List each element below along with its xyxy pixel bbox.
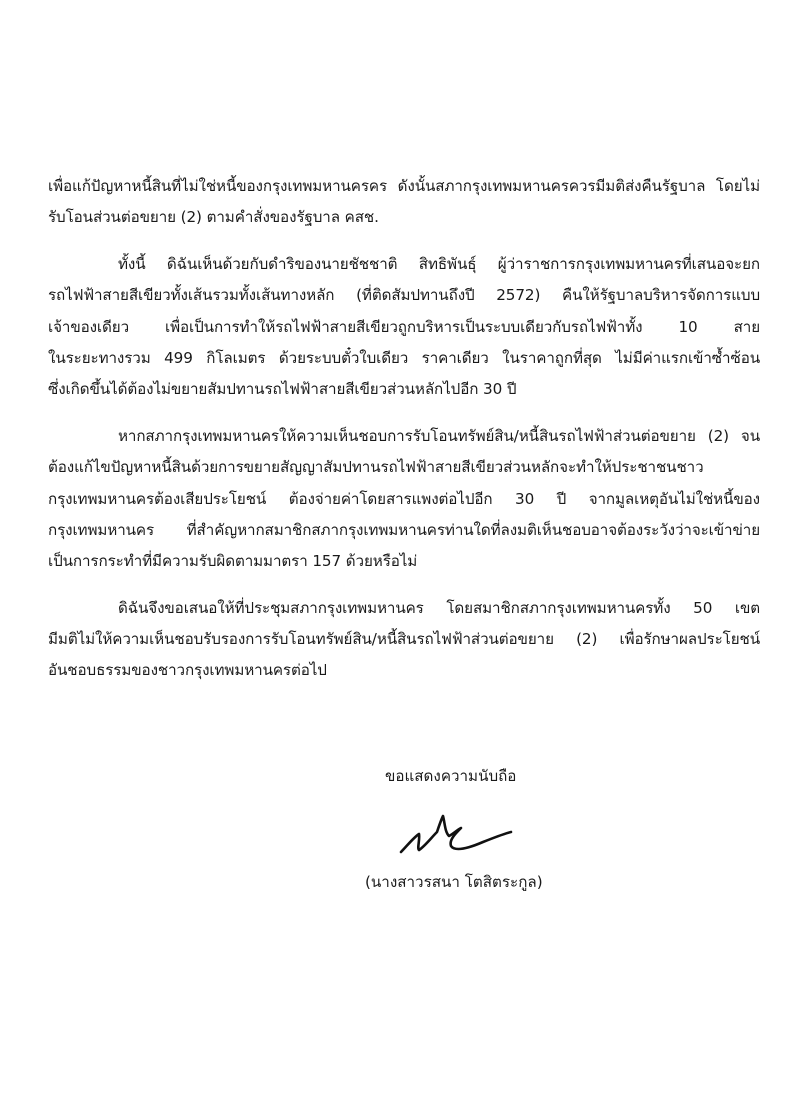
paragraph-line: เจ้าของเดียว เพื่อเป็นการทำให้รถไฟฟ้าสายสีเขียวถูกบริหารเป็นระบบเดียวกับรถไฟฟ้าทั้ง 10 สาย xyxy=(48,318,760,336)
paragraph-line: ในระยะทางรวม 499 กิโลเมตร ด้วยระบบตั๋วใบเดียว ราคาเดียว ในราคาถูกที่สุด ไม่มีค่าแรกเข้าซ้ำซ้อน xyxy=(48,349,760,367)
paragraph-line: รถไฟฟ้าสายสีเขียวทั้งเส้นรวมทั้งเส้นทางหลัก (ที่ติดสัมปทานถึงปี 2572) คืนให้รัฐบาลบริหารจัดการแบบ xyxy=(48,286,760,304)
paragraph-line: เพื่อแก้ปัญหาหนี้สินที่ไม่ใช่หนี้ของกรุงเทพมหานครคร ดังนั้นสภากรุงเทพมหานครควรมีมติส่งคืนรัฐบาล โดยไม่ xyxy=(48,177,760,195)
paragraph-line: ต้องแก้ไขปัญหาหนี้สินด้วยการขยายสัญญาสัมปทานรถไฟฟ้าสายสีเขียวส่วนหลักจะทำให้ประชาชนชาว xyxy=(48,458,704,476)
paragraph-line: หากสภากรุงเทพมหานครให้ความเห็นชอบการรับโอนทรัพย์สิน/หนี้สินรถไฟฟ้าส่วนต่อขยาย (2) จน xyxy=(118,427,760,445)
paragraph-line: กรุงเทพมหานครต้องเสียประโยชน์ ต้องจ่ายค่าโดยสารแพงต่อไปอีก 30 ปี จากมูลเหตุอันไม่ใช่หนี้ของ xyxy=(48,490,760,508)
signature-icon xyxy=(393,812,523,858)
paragraph-line: เป็นการกระทำที่มีความรับผิดตามมาตรา 157 ด้วยหรือไม่ xyxy=(48,552,418,570)
paragraph-line: อันชอบธรรมของชาวกรุงเทพมหานครต่อไป xyxy=(48,661,327,679)
closing-salutation: ขอแสดงความนับถือ xyxy=(385,767,517,785)
paragraph-line: ซึ่งเกิดขึ้นได้ต้องไม่ขยายสัมปทานรถไฟฟ้าสายสีเขียวส่วนหลักไปอีก 30 ปี xyxy=(48,380,517,398)
paragraph-line: รับโอนส่วนต่อขยาย (2) ตามคำสั่งของรัฐบาล คสช. xyxy=(48,208,379,226)
paragraph-line: ทั้งนี้ ดิฉันเห็นด้วยกับดำริของนายชัชชาติ สิทธิพันธุ์ ผู้ว่าราชการกรุงเทพมหานครที่เสนอจะยก xyxy=(118,255,760,273)
signer-name: (นางสาวรสนา โตสิตระกูล) xyxy=(365,873,543,891)
paragraph-line: กรุงเทพมหานคร ที่สำคัญหากสมาชิกสภากรุงเทพมหานครท่านใดที่ลงมติเห็นชอบอาจต้องระวังว่าจะเข้าข่าย xyxy=(48,521,760,539)
paragraph-line: ดิฉันจึงขอเสนอให้ที่ประชุมสภากรุงเทพมหานคร โดยสมาชิกสภากรุงเทพมหานครทั้ง 50 เขต xyxy=(118,599,760,617)
paragraph-line: มีมติไม่ให้ความเห็นชอบรับรองการรับโอนทรัพย์สิน/หนี้สินรถไฟฟ้าส่วนต่อขยาย (2) เพื่อรักษาผลประโยชน์ xyxy=(48,630,760,648)
